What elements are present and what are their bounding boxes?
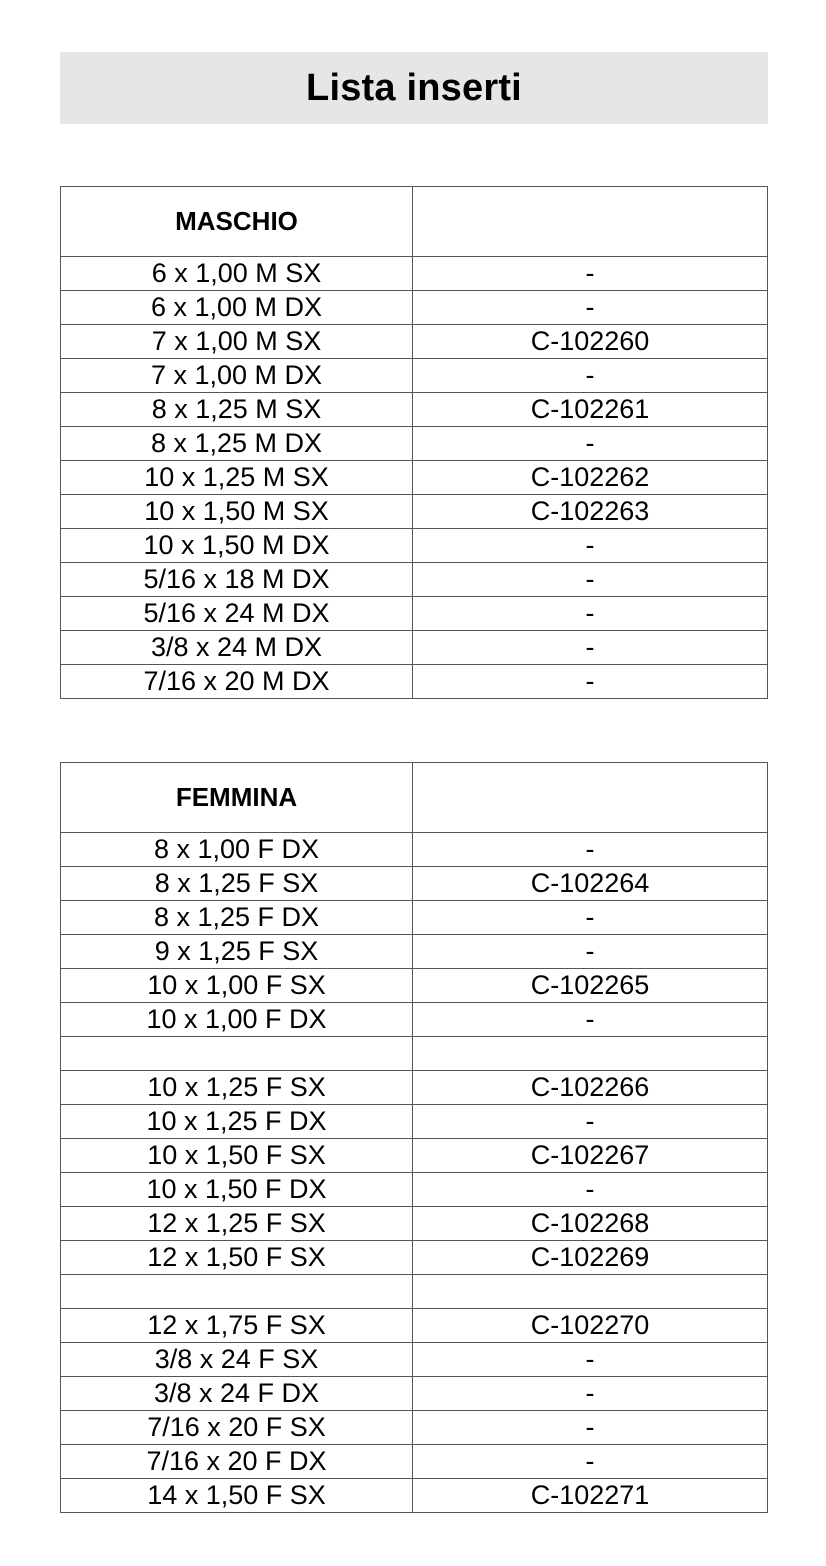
insert-code-cell: - xyxy=(413,833,768,867)
table-row xyxy=(61,563,768,597)
table-row xyxy=(61,1037,768,1071)
insert-code-cell: - xyxy=(413,427,768,461)
insert-code-cell: C-102263 xyxy=(413,495,768,529)
table-row xyxy=(61,833,768,867)
insert-size-cell: 7 x 1,00 M DX xyxy=(61,359,413,393)
table-row xyxy=(61,969,768,1003)
insert-code-cell: C-102271 xyxy=(413,1479,768,1513)
insert-code-cell: - xyxy=(413,1173,768,1207)
insert-size-cell: 8 x 1,25 M DX xyxy=(61,427,413,461)
insert-size-cell: 10 x 1,25 F SX xyxy=(61,1071,413,1105)
insert-size-cell: 8 x 1,25 M SX xyxy=(61,393,413,427)
table-row xyxy=(61,1105,768,1139)
table-row xyxy=(61,529,768,563)
insert-code-cell: - xyxy=(413,1105,768,1139)
insert-size-cell: 6 x 1,00 M SX xyxy=(61,257,413,291)
table-row xyxy=(61,867,768,901)
insert-size-cell: 10 x 1,50 F DX xyxy=(61,1173,413,1207)
insert-size-cell: 10 x 1,25 M SX xyxy=(61,461,413,495)
maschio-header-code xyxy=(413,187,768,257)
maschio-header: MASCHIO xyxy=(61,187,413,257)
insert-size-cell: 10 x 1,50 M DX xyxy=(61,529,413,563)
insert-size-cell: 8 x 1,00 F DX xyxy=(61,833,413,867)
table-row xyxy=(61,461,768,495)
maschio-table xyxy=(60,186,768,699)
insert-size-cell: 7 x 1,00 M SX xyxy=(61,325,413,359)
table-row xyxy=(61,935,768,969)
table-row xyxy=(61,1377,768,1411)
insert-size-cell: 14 x 1,50 F SX xyxy=(61,1479,413,1513)
table-row xyxy=(61,597,768,631)
insert-size-cell: 12 x 1,75 F SX xyxy=(61,1309,413,1343)
table-row xyxy=(61,1173,768,1207)
table-row xyxy=(61,1139,768,1173)
insert-code-cell: - xyxy=(413,1377,768,1411)
table-row xyxy=(61,1241,768,1275)
insert-code-cell: C-102268 xyxy=(413,1207,768,1241)
table-row xyxy=(61,1479,768,1513)
page-title: Lista inserti xyxy=(306,66,522,109)
insert-size-cell: 12 x 1,25 F SX xyxy=(61,1207,413,1241)
insert-code-cell: - xyxy=(413,257,768,291)
table-row xyxy=(61,1071,768,1105)
insert-code-cell: C-102261 xyxy=(413,393,768,427)
insert-size-cell: 3/8 x 24 F SX xyxy=(61,1343,413,1377)
insert-size-cell: 9 x 1,25 F SX xyxy=(61,935,413,969)
insert-code-cell: C-102260 xyxy=(413,325,768,359)
insert-code-cell: C-102264 xyxy=(413,867,768,901)
table-row xyxy=(61,495,768,529)
title-bar xyxy=(60,52,768,124)
insert-size-cell: 10 x 1,25 F DX xyxy=(61,1105,413,1139)
insert-code-cell: C-102267 xyxy=(413,1139,768,1173)
table-row xyxy=(61,901,768,935)
insert-code-cell: - xyxy=(413,631,768,665)
table-row xyxy=(61,1445,768,1479)
femmina-body xyxy=(61,833,768,1513)
table-row xyxy=(61,1207,768,1241)
table-row xyxy=(61,393,768,427)
table-row xyxy=(61,1309,768,1343)
femmina-header: FEMMINA xyxy=(61,763,413,833)
insert-code-cell: - xyxy=(413,359,768,393)
insert-size-cell: 7/16 x 20 F DX xyxy=(61,1445,413,1479)
insert-size-cell: 10 x 1,00 F DX xyxy=(61,1003,413,1037)
insert-code-cell: C-102270 xyxy=(413,1309,768,1343)
insert-code-cell: C-102262 xyxy=(413,461,768,495)
insert-size-cell: 3/8 x 24 F DX xyxy=(61,1377,413,1411)
insert-size-cell: 5/16 x 18 M DX xyxy=(61,563,413,597)
insert-size-cell xyxy=(61,1275,413,1309)
insert-code-cell: - xyxy=(413,1445,768,1479)
insert-code-cell: - xyxy=(413,291,768,325)
table-row xyxy=(61,1003,768,1037)
insert-size-cell xyxy=(61,1037,413,1071)
insert-size-cell: 3/8 x 24 M DX xyxy=(61,631,413,665)
femmina-header-row xyxy=(61,763,768,833)
table-row xyxy=(61,1411,768,1445)
table-row xyxy=(61,1275,768,1309)
table-row xyxy=(61,359,768,393)
insert-size-cell: 8 x 1,25 F DX xyxy=(61,901,413,935)
femmina-header-code xyxy=(413,763,768,833)
insert-code-cell: - xyxy=(413,935,768,969)
insert-code-cell xyxy=(413,1037,768,1071)
maschio-body xyxy=(61,257,768,699)
table-row xyxy=(61,427,768,461)
insert-code-cell: C-102266 xyxy=(413,1071,768,1105)
insert-code-cell xyxy=(413,1275,768,1309)
insert-code-cell: C-102265 xyxy=(413,969,768,1003)
insert-size-cell: 5/16 x 24 M DX xyxy=(61,597,413,631)
insert-size-cell: 12 x 1,50 F SX xyxy=(61,1241,413,1275)
table-row xyxy=(61,665,768,699)
table-row xyxy=(61,325,768,359)
insert-size-cell: 8 x 1,25 F SX xyxy=(61,867,413,901)
insert-code-cell: - xyxy=(413,1411,768,1445)
insert-code-cell: - xyxy=(413,1003,768,1037)
insert-size-cell: 10 x 1,50 M SX xyxy=(61,495,413,529)
insert-code-cell: - xyxy=(413,1343,768,1377)
insert-code-cell: - xyxy=(413,563,768,597)
insert-code-cell: C-102269 xyxy=(413,1241,768,1275)
table-row xyxy=(61,631,768,665)
insert-code-cell: - xyxy=(413,901,768,935)
maschio-header-row xyxy=(61,187,768,257)
table-row xyxy=(61,257,768,291)
insert-code-cell: - xyxy=(413,597,768,631)
insert-size-cell: 7/16 x 20 F SX xyxy=(61,1411,413,1445)
insert-code-cell: - xyxy=(413,529,768,563)
insert-size-cell: 7/16 x 20 M DX xyxy=(61,665,413,699)
femmina-table xyxy=(60,762,768,1513)
insert-size-cell: 10 x 1,50 F SX xyxy=(61,1139,413,1173)
insert-size-cell: 6 x 1,00 M DX xyxy=(61,291,413,325)
insert-code-cell: - xyxy=(413,665,768,699)
insert-size-cell: 10 x 1,00 F SX xyxy=(61,969,413,1003)
table-row xyxy=(61,291,768,325)
table-row xyxy=(61,1343,768,1377)
